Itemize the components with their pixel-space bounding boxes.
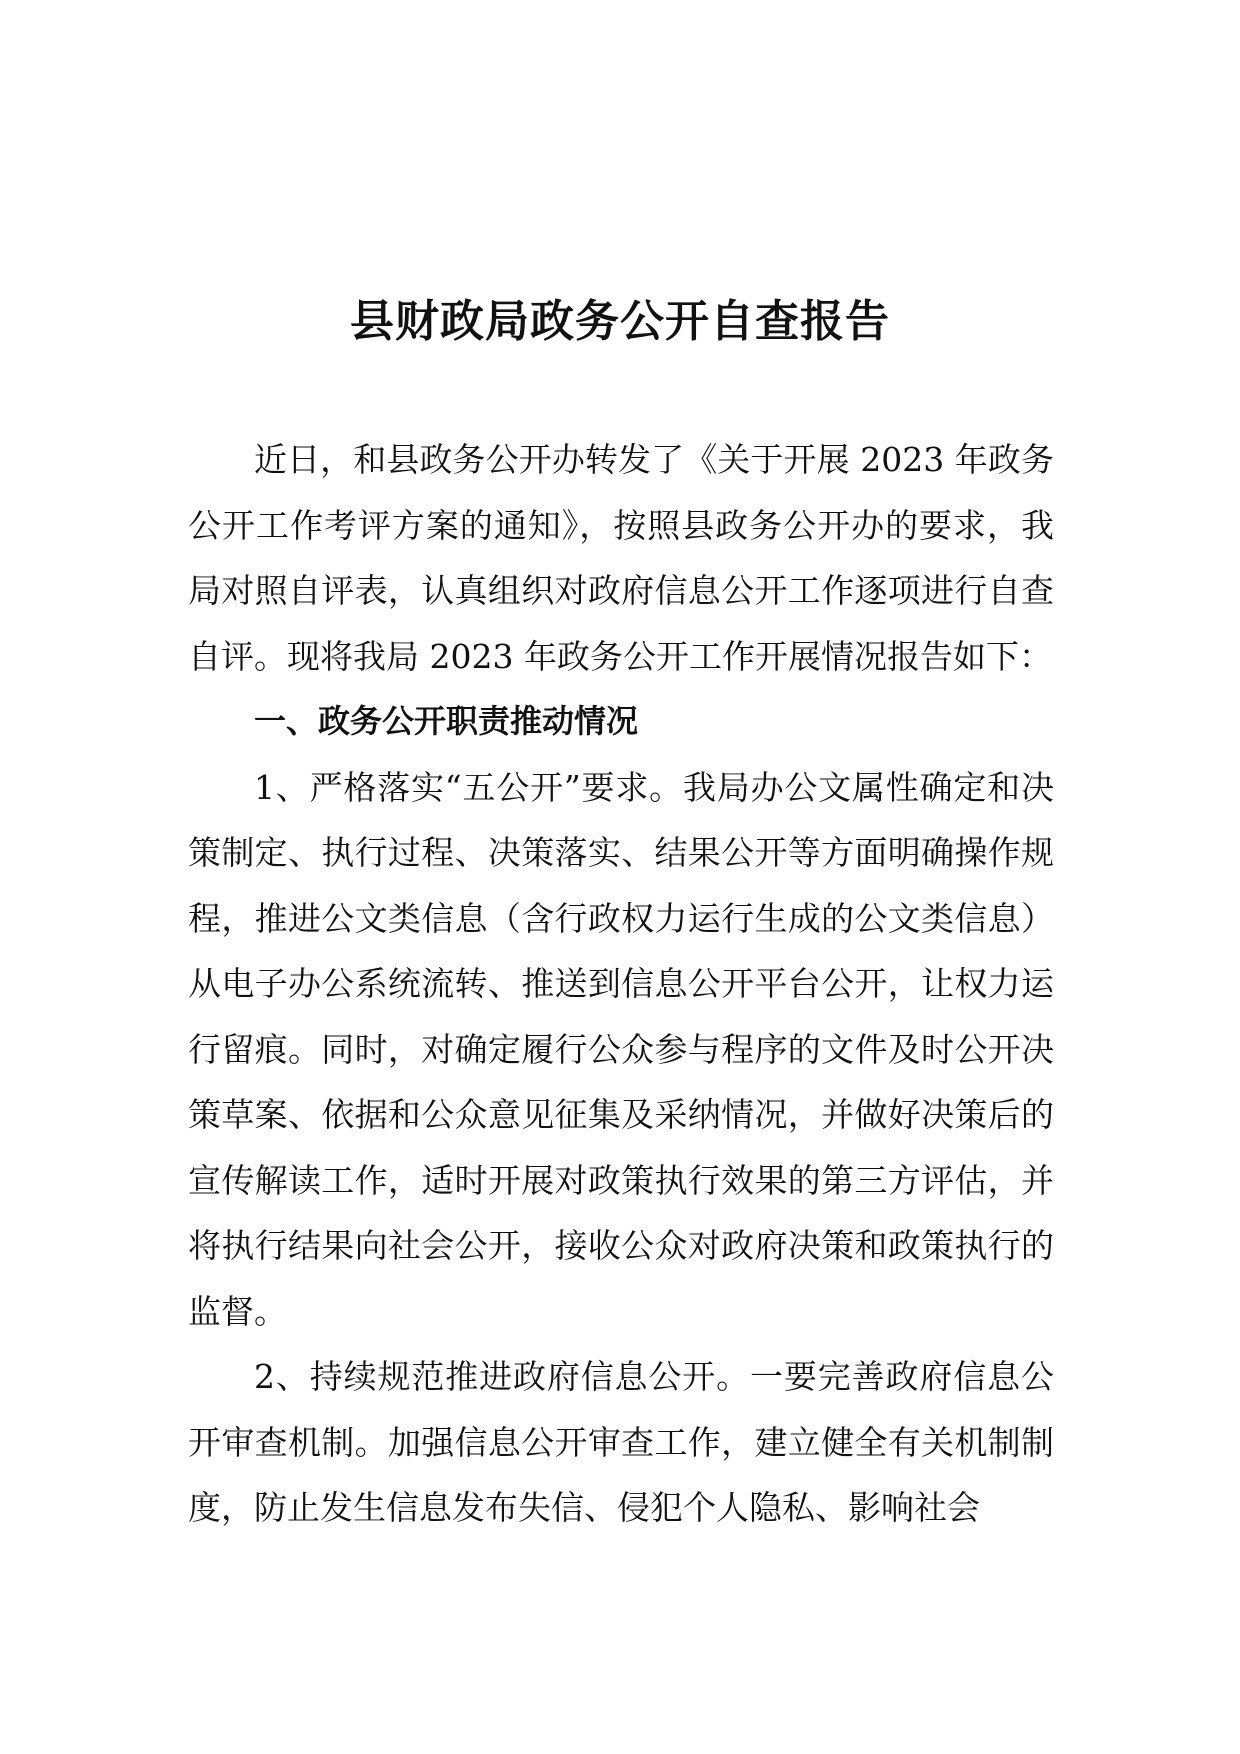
body-paragraph-1: 1、严格落实“五公开”要求。我局办公文属性确定和决策制定、执行过程、决策落实、结果公开等方面明确操作规程，推进公文类信息（含行政权力运行生成的公文类信息）从电子办公系统流转、推送到信息公开平台公开，让权力运行留痕。同时，对确定履行公众参与程序的文件及时公开决策草案、依据和公众意见征集及采纳情况，并做好决策后的宣传解读工作，适时开展对政策执行效果的第三方评估，并将执行结果向社会公开，接收公众对政府决策和政策执行的监督。: [188, 767, 1054, 1331]
document-body: [188, 427, 1054, 1541]
section-heading: 一、政务公开职责推动情况: [254, 702, 639, 740]
body-paragraph-2: 2、持续规范推进政府信息公开。一要完善政府信息公开审查机制。加强信息公开审查工作，建立健全有关机制制度，防止发生信息发布失信、侵犯个人隐私、影响社会: [188, 1357, 1054, 1527]
document-title: 县财政局政务公开自查报告: [350, 296, 890, 347]
intro-paragraph: 近日，和县政务公开办转发了《关于开展 2023 年政务公开工作考评方案的通知》，按照县政务公开办的要求，我局对照自评表，认真组织对政府信息公开工作逐项进行自查自评。现将我局 2023 年政务公开工作开展情况报告如下：: [188, 440, 1054, 676]
